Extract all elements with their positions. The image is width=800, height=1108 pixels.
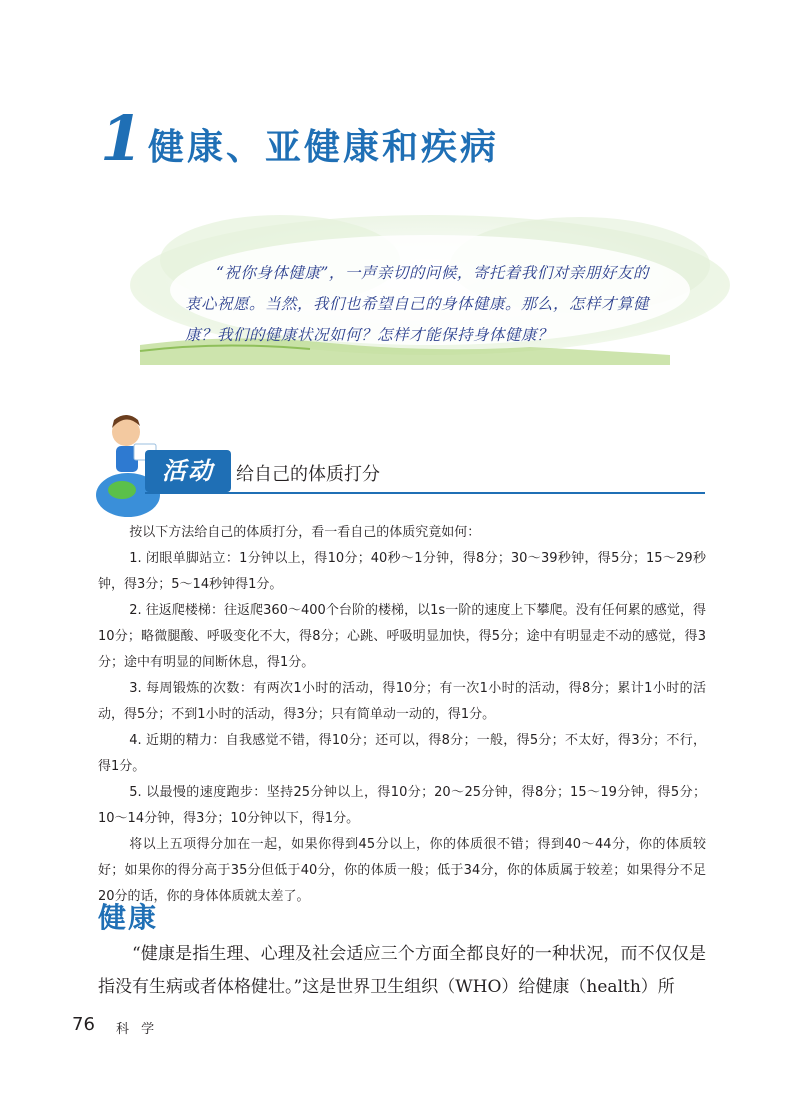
- page-number: 76: [72, 1014, 95, 1035]
- intro-paragraph: “祝你身体健康”，一声亲切的问候，寄托着我们对亲朋好友的衷心祝愿。当然，我们也希望自己的身体健康。那么，怎样才算健康？我们的健康状况如何？怎样才能保持身体健康？: [185, 264, 650, 344]
- activity-paragraph: 2. 往返爬楼梯：往返爬360～400个台阶的楼梯，以1s一阶的速度上下攀爬。没有任何累的感觉，得10分；略微腿酸、呼吸变化不大，得8分；心跳、呼吸明显加快，得5分；途中有明显走不动的感觉，得3分；途中有明显的间断休息，得1分。: [98, 603, 706, 670]
- activity-paragraph: 1. 闭眼单脚站立：1分钟以上，得10分；40秒～1分钟，得8分；30～39秒钟，得5分；15～29秒钟，得3分；5～14秒钟得1分。: [98, 551, 706, 592]
- activity-label: 活动: [145, 450, 231, 492]
- footer-subject: 科 学: [116, 1022, 159, 1037]
- section-heading: 健康: [98, 901, 159, 934]
- activity-paragraph: 3. 每周锻炼的次数：有两次1小时的活动，得10分；有一次1小时的活动，得8分；累计1小时的活动，得5分；不到1小时的活动，得3分；只有简单动一动的，得1分。: [98, 681, 706, 722]
- activity-paragraph: 将以上五项得分加在一起，如果你得到45分以上，你的体质很不错；得到40～44分，你的体质较好；如果你的得分高于35分但低于40分，你的体质一般；低于34分，你的体质属于较差；如果得分不足20分的话，你的身体体质就太差了。: [98, 837, 706, 904]
- section-paragraph: “健康是指生理、心理及社会适应三个方面全都良好的一种状况，而不仅仅是指没有生病或者体格健壮。”这是世界卫生组织（WHO）给健康（health）所: [98, 944, 706, 997]
- activity-title: 给自己的体质打分: [236, 464, 380, 485]
- chapter-number: 1: [100, 102, 144, 175]
- activity-body: [98, 520, 706, 910]
- activity-paragraph: 5. 以最慢的速度跑步：坚持25分钟以上，得10分；20～25分钟，得8分；15～19分钟，得5分；10～14分钟，得3分；10分钟以下，得1分。: [98, 785, 706, 826]
- activity-paragraph: 4. 近期的精力：自我感觉不错，得10分；还可以，得8分；一般，得5分；不太好，得3分；不行，得1分。: [98, 733, 706, 774]
- activity-underline: [145, 492, 705, 494]
- chapter-title: 健康、亚健康和疾病: [148, 127, 500, 168]
- activity-paragraph: 按以下方法给自己的体质打分，看一看自己的体质究竟如何：: [129, 525, 481, 540]
